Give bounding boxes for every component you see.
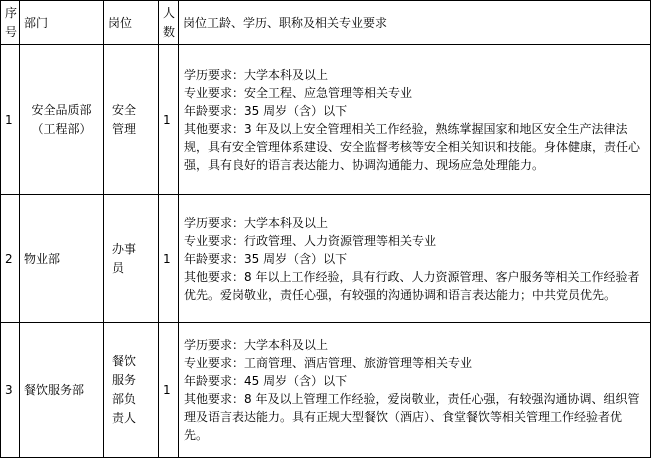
header-count-cell [159, 1, 179, 45]
row-count-cell [159, 323, 179, 458]
age-requirement: 年龄要求：35 周岁（含）以下 [184, 251, 348, 266]
row-count: 1 [163, 251, 171, 266]
row-position-cell [104, 45, 159, 195]
row-requirements-cell [179, 195, 651, 323]
table-row [1, 323, 651, 458]
row-dept: 物业部 [24, 251, 61, 266]
row-dept-cell [20, 323, 104, 458]
header-position-cell [104, 1, 159, 45]
header-dept: 部门 [24, 15, 49, 30]
row-position: 办事员 [112, 241, 137, 275]
header-row [1, 1, 651, 45]
header-position: 岗位 [108, 15, 133, 30]
major-requirement: 专业要求：工商管理、酒店管理、旅游管理等相关专业 [184, 356, 473, 370]
row-count-cell [159, 195, 179, 323]
row-dept: 餐饮服务部 [24, 383, 85, 397]
row-dept-cell [20, 195, 104, 323]
major-requirement: 专业要求：行政管理、人力资源管理等相关专业 [184, 233, 437, 248]
header-requirements: 岗位工龄、学历、职称及相关专业要求 [183, 15, 388, 30]
header-dept-cell [20, 1, 104, 45]
table-row [1, 195, 651, 323]
age-requirement: 年龄要求：45 周岁（含）以下 [184, 374, 348, 388]
major-requirement: 专业要求：安全工程、应急管理等相关专业 [184, 85, 413, 100]
row-no-cell [1, 195, 20, 323]
row-position-cell [104, 323, 159, 458]
row-position-cell [104, 195, 159, 323]
education-requirement: 学历要求：大学本科及以上 [184, 67, 329, 82]
row-no: 1 [5, 112, 13, 127]
row-position: 安全管理 [112, 102, 137, 136]
row-requirements-cell [179, 45, 651, 195]
header-count: 人数 [163, 5, 176, 39]
row-dept-cell [20, 45, 104, 195]
row-position: 餐饮服务部负责人 [112, 354, 137, 425]
row-count-cell [159, 45, 179, 195]
header-no-cell [1, 1, 20, 45]
other-requirement: 其他要求：8 年以上工作经验，具有行政、人力资源管理、客户服务等相关工作经验者优先。爱岗敬业，责任心强，有较强的沟通协调和语言表达能力；中共党员优先。 [184, 269, 640, 302]
education-requirement: 学历要求：大学本科及以上 [184, 338, 329, 352]
other-requirement: 其他要求：8 年及以上管理工作经验，爱岗敬业，责任心强，有较强沟通协调、组织管理及语言表达能力。具有正规大型餐饮（酒店）、食堂餐饮等相关管理工作经验者优先。 [184, 392, 640, 442]
row-count: 1 [163, 383, 171, 397]
row-dept: 安全品质部（工程部） [31, 102, 92, 136]
age-requirement: 年龄要求：35 周岁（含）以下 [184, 103, 348, 118]
row-requirements-cell [179, 323, 651, 458]
other-requirement: 其他要求：3 年及以上安全管理相关工作经验，熟练掌握国家和地区安全生产法律法规，具有安全管理体系建设、安全监督考核等安全相关知识和技能。身体健康，责任心强，具有良好的语言表达能力、协调沟通能力、现场应急处理能力。 [184, 121, 641, 172]
row-count: 1 [163, 112, 171, 127]
row-no: 2 [5, 251, 13, 266]
row-no-cell [1, 323, 20, 458]
header-requirements-cell [179, 1, 651, 45]
education-requirement: 学历要求：大学本科及以上 [184, 215, 329, 230]
row-no-cell [1, 45, 20, 195]
table-row [1, 45, 651, 195]
header-no: 序号 [5, 5, 18, 39]
row-no: 3 [5, 383, 13, 397]
